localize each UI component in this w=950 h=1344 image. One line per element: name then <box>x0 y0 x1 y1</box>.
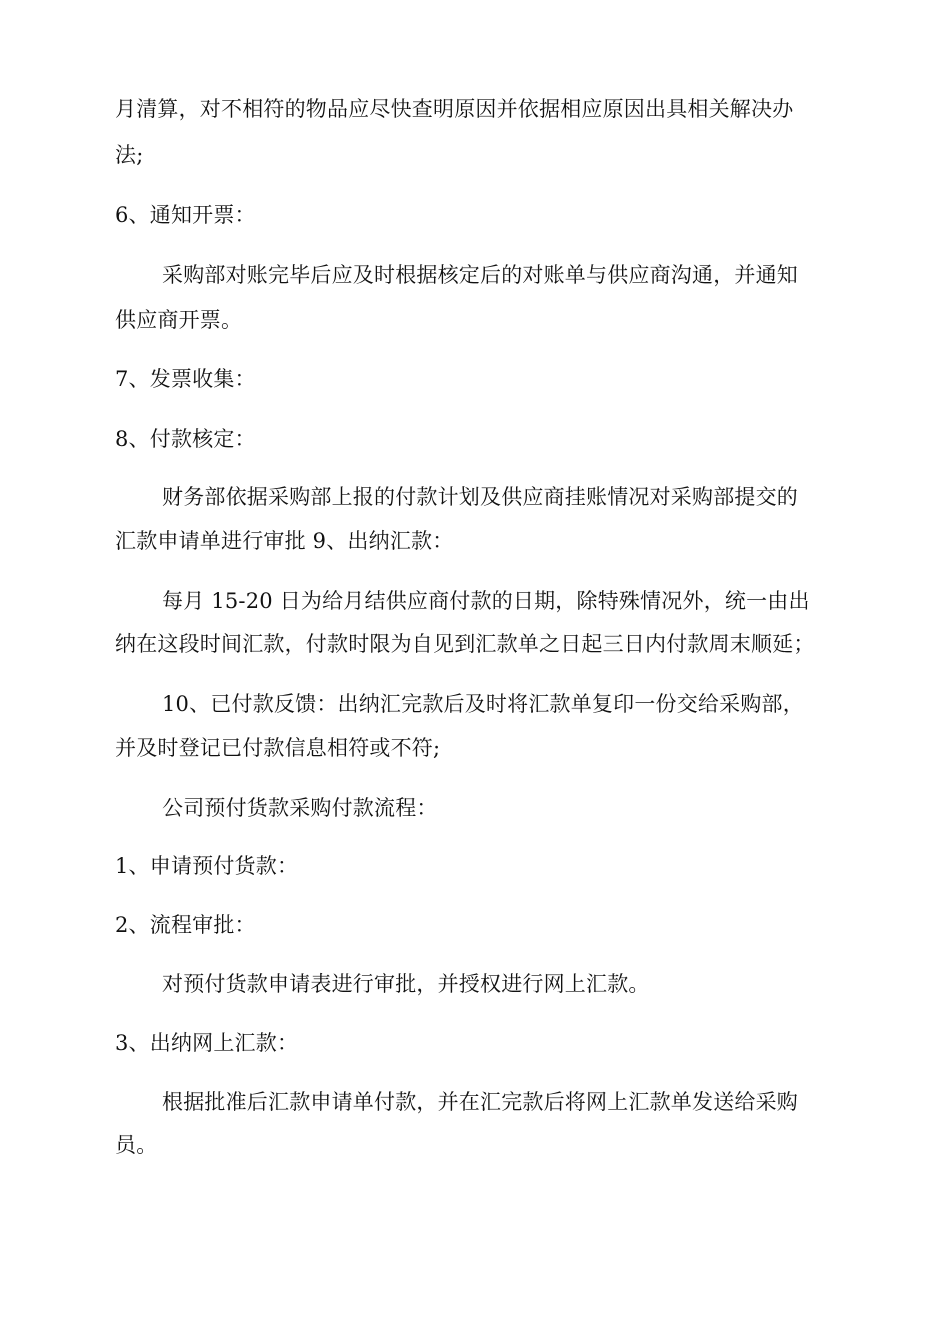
text-line-2: 法; <box>115 143 144 167</box>
text-line-11: 纳在这段时间汇款，付款时限为自见到汇款单之日起三日内付款周末顺延； <box>115 632 815 656</box>
section-heading-apply-prepayment: 1、申请预付货款： <box>115 854 299 878</box>
text-line-12: 10、已付款反馈：出纳汇完款后及时将汇款单复印一份交给采购部， <box>162 692 804 716</box>
text-line-4: 采购部对账完毕后应及时根据核定后的对账单与供应商沟通，并通知 <box>162 263 798 287</box>
section-heading-cashier-transfer: 3、出纳网上汇款： <box>115 1031 299 1055</box>
text-line-10: 每月 15-20 日为给月结供应商付款的日期，除特殊情况外，统一由出 <box>162 589 810 613</box>
section-heading-payment-verification: 8、付款核定： <box>115 427 256 451</box>
text-line-8: 财务部依据采购部上报的付款计划及供应商挂账情况对采购部提交的 <box>162 485 798 509</box>
text-line-5: 供应商开票。 <box>115 308 243 332</box>
text-line-1: 月清算，对不相符的物品应尽快查明原因并依据相应原因出具相关解决办 <box>115 97 794 121</box>
text-line-13: 并及时登记已付款信息相符或不符; <box>115 736 441 760</box>
section-heading-notify-invoice: 6、通知开票： <box>115 203 256 227</box>
text-line-19: 根据批准后汇款申请单付款，并在汇完款后将网上汇款单发送给采购 <box>162 1090 798 1114</box>
text-line-20: 员。 <box>115 1133 158 1157</box>
section-heading-invoice-collection: 7、发票收集： <box>115 367 256 391</box>
section-title-prepayment-flow: 公司预付货款采购付款流程： <box>162 796 438 820</box>
section-heading-process-approval: 2、流程审批： <box>115 913 256 937</box>
text-line-17: 对预付货款申请表进行审批，并授权进行网上汇款。 <box>162 972 650 996</box>
text-line-9: 汇款申请单进行审批 9、出纳汇款： <box>115 529 454 553</box>
